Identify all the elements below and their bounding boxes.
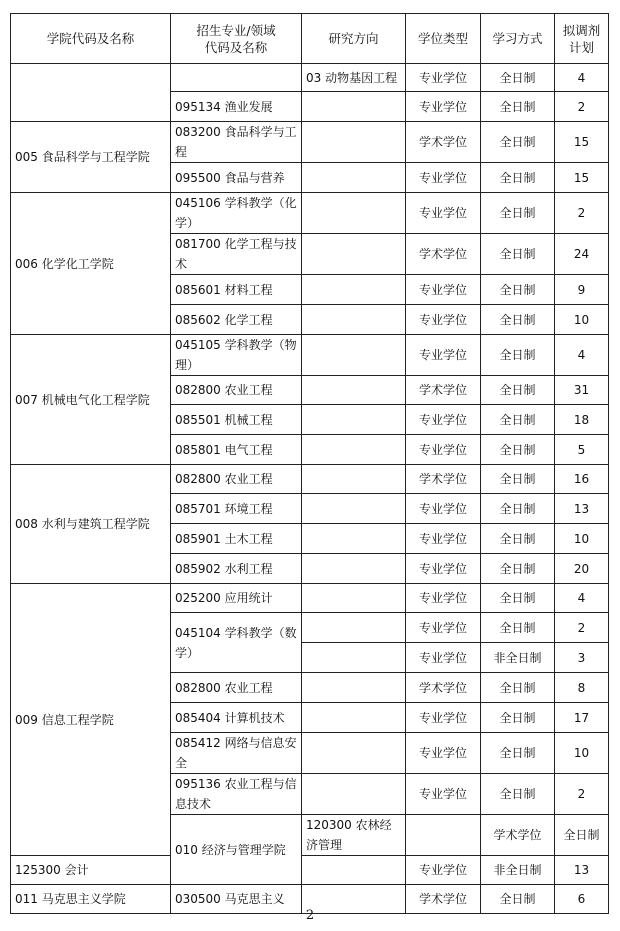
mode-cell: 全日制 [481,376,555,405]
dir-cell [302,275,406,305]
degree-cell: 专业学位 [406,92,481,122]
degree-cell: 专业学位 [406,554,481,584]
plan-cell: 13 [555,856,609,885]
degree-cell: 专业学位 [406,584,481,613]
plan-cell: 3 [555,643,609,673]
table-row [11,122,609,163]
degree-cell: 专业学位 [406,193,481,234]
header-plan [555,14,609,64]
table-row [11,856,609,885]
degree-cell: 专业学位 [406,335,481,376]
dir-cell [406,815,481,856]
header-direction: 研究方向 [302,14,406,64]
major-cell: 085902 水利工程 [171,554,302,584]
mode-cell: 全日制 [481,584,555,613]
mode-cell: 全日制 [481,92,555,122]
mode-cell: 全日制 [481,435,555,465]
major-cell: 095136 农业工程与信息技术 [171,774,302,815]
degree-cell: 专业学位 [406,856,481,885]
major-cell: 025200 应用统计 [171,584,302,613]
degree-cell: 专业学位 [406,435,481,465]
college-cell [11,64,171,122]
plan-cell: 4 [555,584,609,613]
header-mode: 学习方式 [481,14,555,64]
dir-cell [302,335,406,376]
mode-cell: 全日制 [481,554,555,584]
major-cell: 095500 食品与营养 [171,163,302,193]
table-row [11,465,609,494]
major-cell: 085501 机械工程 [171,405,302,435]
header-major [171,14,302,64]
degree-cell: 学术学位 [406,376,481,405]
plan-cell: 10 [555,733,609,774]
college-cell: 008 水利与建筑工程学院 [11,465,171,584]
plan-cell: 13 [555,494,609,524]
college-cell: 007 机械电气化工程学院 [11,335,171,465]
dir-cell [302,643,406,673]
major-cell: 085801 电气工程 [171,435,302,465]
plan-cell: 10 [555,305,609,335]
degree-cell: 专业学位 [406,305,481,335]
mode-cell: 全日制 [481,234,555,275]
dir-cell [302,405,406,435]
major-cell: 085901 土木工程 [171,524,302,554]
dir-cell [302,305,406,335]
mode-cell: 全日制 [481,733,555,774]
mode-cell: 非全日制 [481,643,555,673]
dir-cell [302,193,406,234]
degree-cell: 专业学位 [406,733,481,774]
mode-cell: 全日制 [481,305,555,335]
dir-cell [302,584,406,613]
degree-cell: 专业学位 [406,494,481,524]
dir-cell [302,613,406,643]
major-cell: 085701 环境工程 [171,494,302,524]
mode-cell: 全日制 [481,335,555,376]
dir-cell [302,234,406,275]
major-cell: 082800 农业工程 [171,673,302,703]
plan-cell: 20 [555,554,609,584]
degree-cell: 专业学位 [406,613,481,643]
plan-cell: 5 [555,435,609,465]
plan-cell: 2 [555,774,609,815]
table-row [11,64,609,92]
mode-cell: 全日制 [481,774,555,815]
mode-cell: 全日制 [481,405,555,435]
mode-cell: 全日制 [481,673,555,703]
major-cell: 045105 学科教学（物理） [171,335,302,376]
college-cell: 005 食品科学与工程学院 [11,122,171,193]
major-cell: 030500 马克思主义 [171,885,302,914]
dir-cell [302,465,406,494]
plan-cell: 31 [555,376,609,405]
plan-cell: 10 [555,524,609,554]
header-plan-line1: 拟调剂 [562,22,601,38]
plan-cell: 16 [555,465,609,494]
plan-cell: 4 [555,64,609,92]
degree-cell: 学术学位 [481,815,555,856]
major-cell: 085602 化学工程 [171,305,302,335]
dir-cell [302,554,406,584]
mode-cell: 全日制 [481,494,555,524]
major-cell: 081700 化学工程与技术 [171,234,302,275]
degree-cell: 专业学位 [406,275,481,305]
mode-cell: 全日制 [481,64,555,92]
dir-cell [302,524,406,554]
plan-cell: 15 [555,122,609,163]
degree-cell: 学术学位 [406,885,481,914]
major-cell: 095134 渔业发展 [171,92,302,122]
dir-cell [302,494,406,524]
header-major-line2: 代码及名称 [204,39,268,55]
major-cell: 085412 网络与信息安全 [171,733,302,774]
header-degree: 学位类型 [406,14,481,64]
header-college: 学院代码及名称 [11,14,171,64]
dir-cell [302,774,406,815]
page-number: 2 [305,908,315,923]
degree-cell: 专业学位 [406,524,481,554]
dir-cell [302,733,406,774]
mode-cell: 全日制 [481,163,555,193]
major-cell: 083200 食品科学与工程 [171,122,302,163]
header-row [11,14,609,64]
plan-cell: 17 [555,703,609,733]
major-cell: 085404 计算机技术 [171,703,302,733]
dir-cell [302,163,406,193]
header-major-line1: 招生专业/领域 [196,22,276,38]
plan-cell: 18 [555,405,609,435]
degree-cell: 专业学位 [406,643,481,673]
table-body [11,64,609,914]
table-row [11,193,609,234]
plan-cell: 6 [555,885,609,914]
major-cell: 082800 农业工程 [171,376,302,405]
table-row [11,335,609,376]
dir-cell [302,92,406,122]
college-cell: 011 马克思主义学院 [11,885,171,914]
mode-cell: 全日制 [555,815,609,856]
dir-cell [302,673,406,703]
mode-cell: 全日制 [481,275,555,305]
mode-cell: 全日制 [481,193,555,234]
table-row [11,584,609,613]
degree-cell: 专业学位 [406,64,481,92]
dir-cell: 03 动物基因工程 [302,64,406,92]
plan-cell: 4 [555,335,609,376]
degree-cell: 专业学位 [406,163,481,193]
major-cell: 125300 会计 [11,856,171,885]
header-plan-line2: 计划 [568,39,594,55]
major-cell: 045104 学科教学（数学） [171,613,302,673]
mode-cell: 全日制 [481,703,555,733]
major-cell: 085601 材料工程 [171,275,302,305]
degree-cell: 专业学位 [406,703,481,733]
mode-cell: 全日制 [481,885,555,914]
degree-cell: 学术学位 [406,465,481,494]
mode-cell: 全日制 [481,122,555,163]
admission-table [10,13,609,914]
major-cell: 045106 学科教学（化学） [171,193,302,234]
mode-cell: 全日制 [481,613,555,643]
plan-cell: 24 [555,234,609,275]
dir-cell [302,435,406,465]
plan-cell: 2 [555,613,609,643]
mode-cell: 全日制 [481,465,555,494]
dir-cell [302,856,406,885]
major-cell: 082800 农业工程 [171,465,302,494]
plan-cell: 8 [555,673,609,703]
degree-cell: 学术学位 [406,122,481,163]
major-cell [171,64,302,92]
dir-cell [302,122,406,163]
dir-cell [302,376,406,405]
degree-cell: 学术学位 [406,234,481,275]
mode-cell: 非全日制 [481,856,555,885]
college-cell: 010 经济与管理学院 [171,815,302,885]
plan-cell: 9 [555,275,609,305]
degree-cell: 学术学位 [406,673,481,703]
degree-cell: 专业学位 [406,774,481,815]
degree-cell: 专业学位 [406,405,481,435]
college-cell: 009 信息工程学院 [11,584,171,856]
plan-cell: 2 [555,193,609,234]
college-cell: 006 化学化工学院 [11,193,171,335]
plan-cell: 2 [555,92,609,122]
plan-cell: 15 [555,163,609,193]
mode-cell: 全日制 [481,524,555,554]
major-cell: 120300 农林经济管理 [302,815,406,856]
dir-cell [302,703,406,733]
